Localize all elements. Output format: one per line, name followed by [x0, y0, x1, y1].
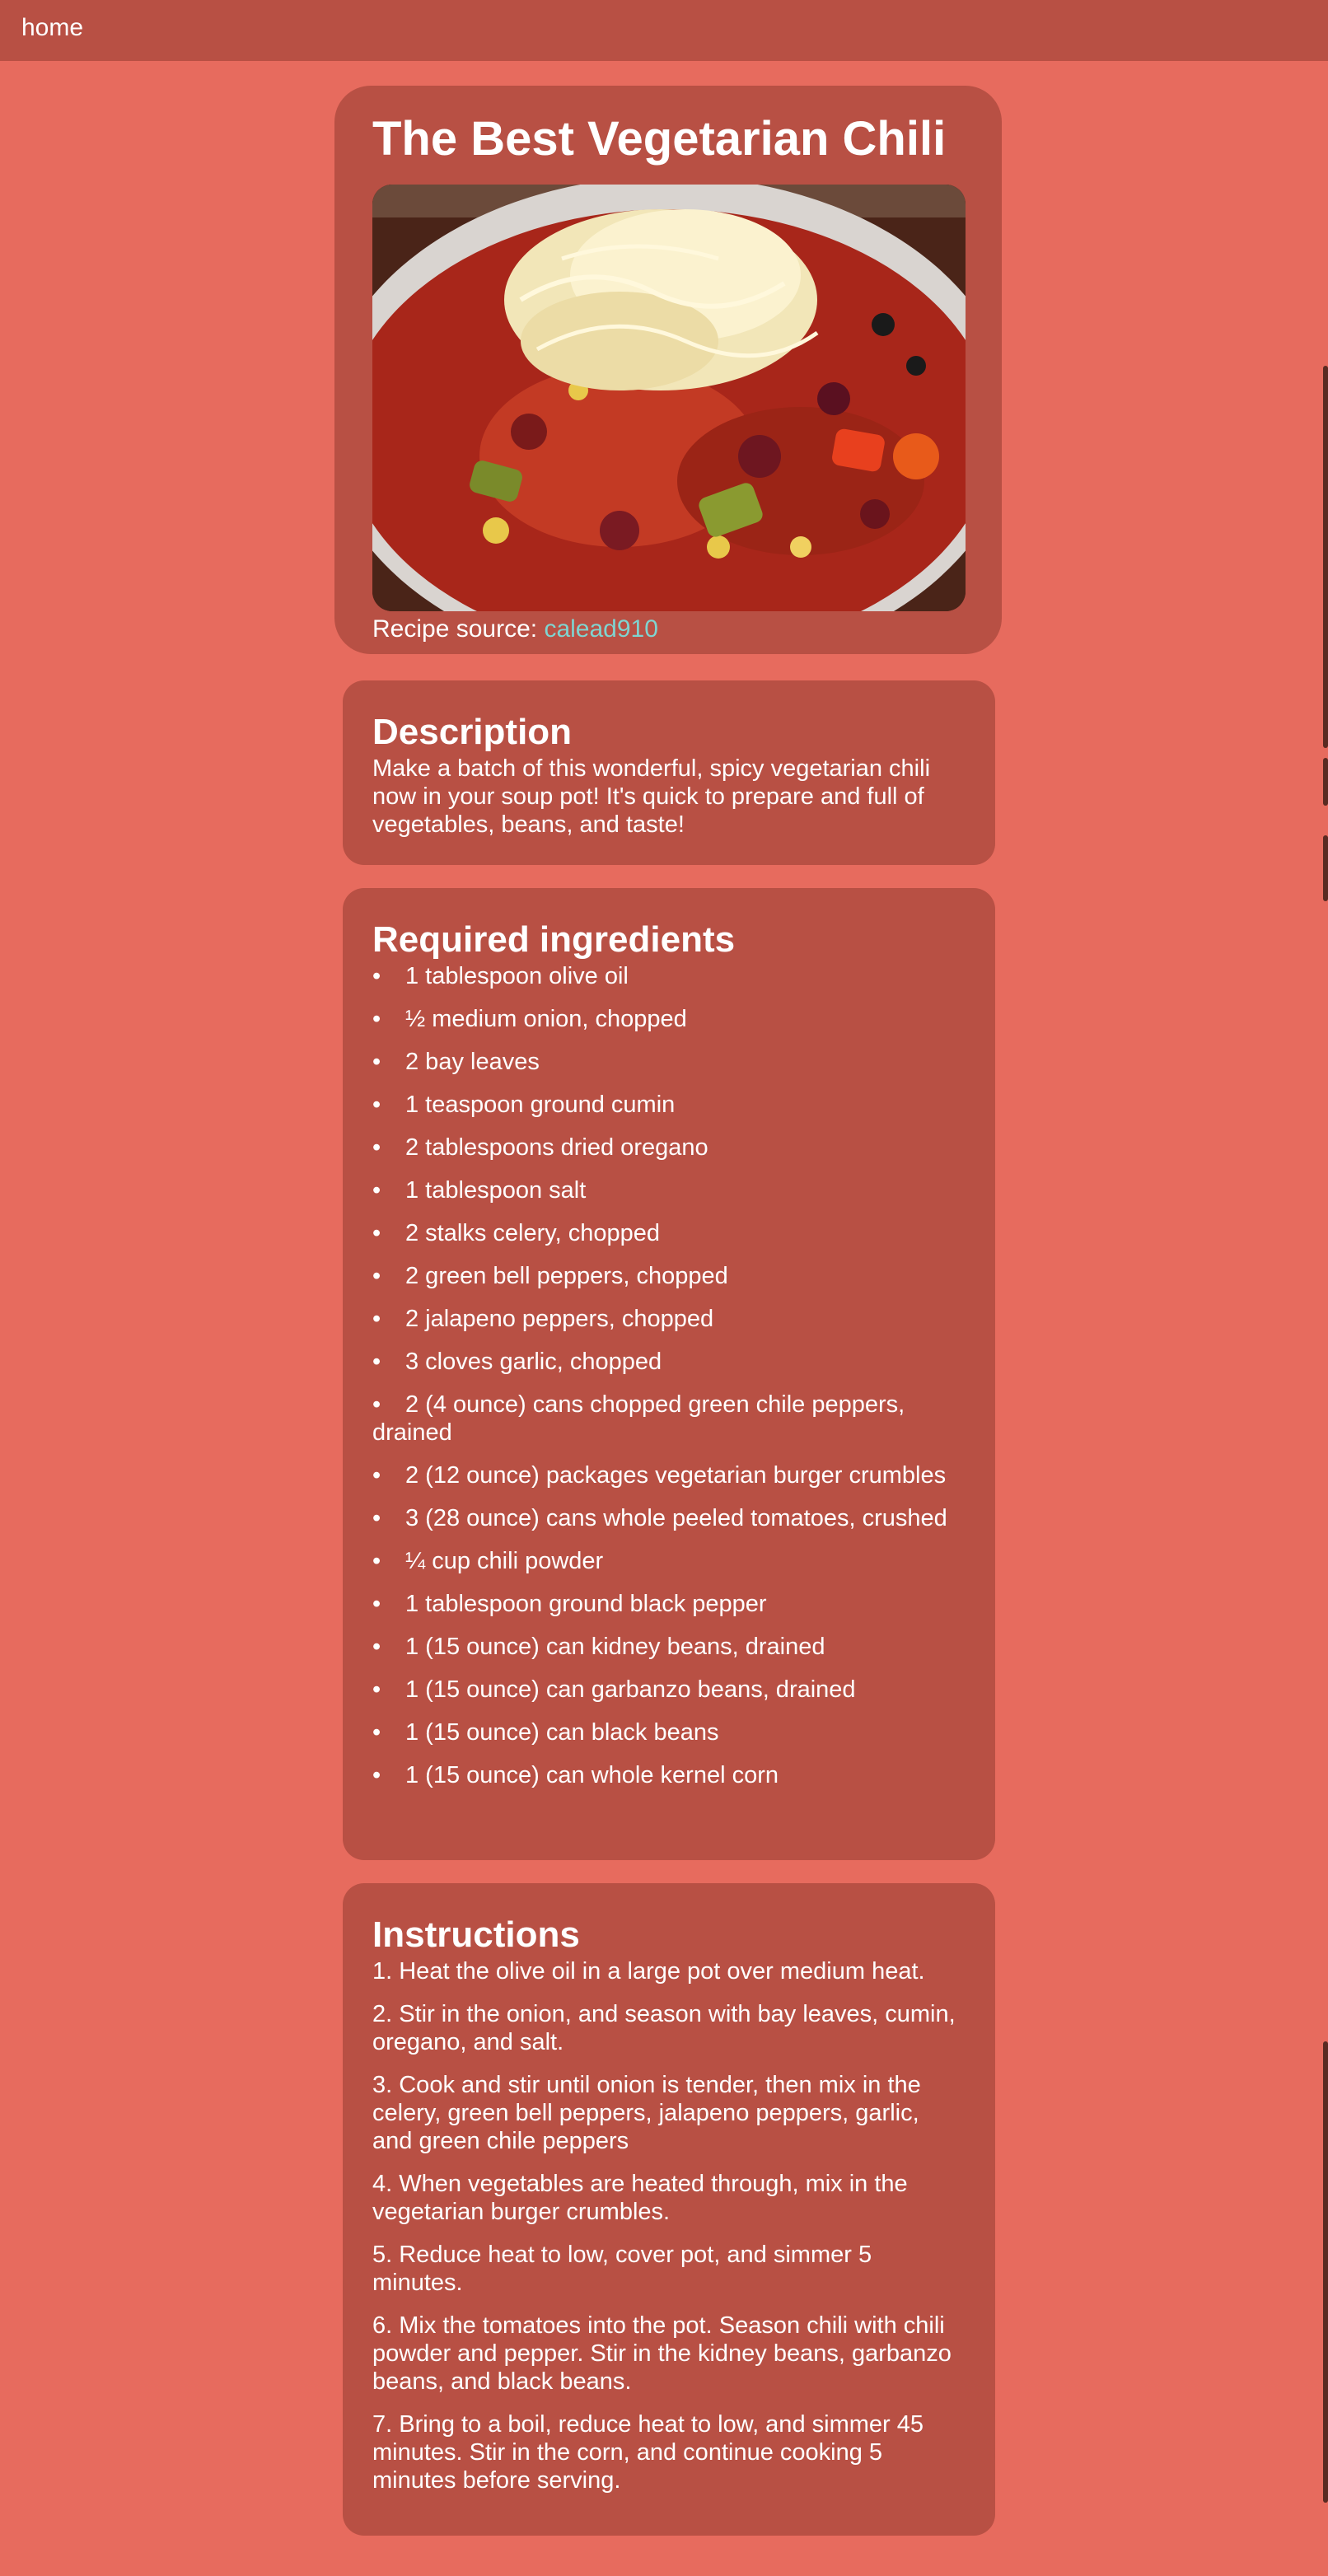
ingredient-text: 2 (12 ounce) packages vegetarian burger crumbles: [405, 1462, 947, 1489]
bullet-icon: •: [372, 1134, 381, 1161]
bullet-icon: •: [372, 1505, 381, 1531]
ingredient-item: [372, 1305, 966, 1333]
instruction-step: 2. Stir in the onion, and season with bay leaves, cumin, oregano, and salt.: [372, 2001, 956, 2055]
bullet-icon: •: [372, 1177, 381, 1204]
top-nav-bar: [0, 0, 1328, 61]
ingredient-item: [372, 1176, 966, 1204]
ingredient-text: 1 teaspoon ground cumin: [405, 1092, 676, 1118]
ingredient-text: 1 tablespoon olive oil: [405, 963, 629, 989]
instruction-step: 3. Cook and stir until onion is tender, then mix in the celery, green bell peppers, jalapeno peppers, garlic, and green chile peppers: [372, 2072, 921, 2154]
bullet-icon: •: [372, 1391, 381, 1418]
ingredient-text: 2 stalks celery, chopped: [405, 1220, 660, 1246]
instruction-step: 4. When vegetables are heated through, mix in the vegetarian burger crumbles.: [372, 2171, 908, 2225]
bullet-icon: •: [372, 1762, 381, 1788]
ingredient-text: 2 green bell peppers, chopped: [405, 1263, 728, 1289]
bullet-icon: •: [372, 1006, 381, 1032]
scrollbar-track-mark[interactable]: [1323, 366, 1328, 748]
ingredient-item: [372, 1219, 966, 1247]
description-card: [343, 680, 995, 865]
description-text: Make a batch of this wonderful, spicy vegetarian chili now in your soup pot! It's quick to prepare and full of vegetables, beans, and taste!: [372, 755, 931, 838]
ingredient-item: [372, 1761, 966, 1789]
bullet-icon: •: [372, 1548, 381, 1574]
recipe-title: The Best Vegetarian Chili: [372, 112, 947, 166]
ingredient-item: [372, 1504, 966, 1532]
ingredient-text: 1 (15 ounce) can garbanzo beans, drained: [405, 1676, 856, 1703]
ingredient-item: [372, 1048, 966, 1076]
instructions-heading: Instructions: [372, 1914, 580, 1955]
ingredient-text: 1 (15 ounce) can black beans: [405, 1719, 719, 1746]
ingredient-text: 3 (28 ounce) cans whole peeled tomatoes, crushed: [405, 1505, 947, 1531]
instruction-step: 6. Mix the tomatoes into the pot. Season chili with chili powder and pepper. Stir in the kidney beans, garbanzo beans, and black beans.: [372, 2312, 952, 2395]
bullet-icon: •: [372, 1263, 381, 1289]
scrollbar-track-mark[interactable]: [1323, 2041, 1328, 2503]
ingredient-text: ½ medium onion, chopped: [405, 1006, 687, 1032]
ingredient-item: [372, 1005, 966, 1033]
bullet-icon: •: [372, 1591, 381, 1617]
bullet-icon: •: [372, 1220, 381, 1246]
ingredient-text: 1 tablespoon ground black pepper: [405, 1591, 767, 1617]
instructions-list: [372, 1957, 966, 2494]
ingredients-card: [343, 888, 995, 1860]
ingredient-text: 1 tablespoon salt: [405, 1177, 587, 1204]
bullet-icon: •: [372, 1349, 381, 1375]
recipe-source-label: Recipe source:: [372, 615, 538, 643]
instruction-step: 1. Heat the olive oil in a large pot over medium heat.: [372, 1958, 925, 1985]
ingredients-heading: Required ingredients: [372, 919, 736, 960]
ingredient-text: 3 cloves garlic, chopped: [405, 1349, 662, 1375]
ingredient-item: [372, 1091, 966, 1119]
ingredient-item: [372, 1633, 966, 1661]
ingredient-text: 2 tablespoons dried oregano: [405, 1134, 708, 1161]
bullet-icon: •: [372, 1049, 381, 1075]
bullet-icon: •: [372, 1462, 381, 1489]
ingredient-text: 1 (15 ounce) can kidney beans, drained: [405, 1634, 825, 1660]
description-heading: Description: [372, 712, 573, 752]
ingredient-item: [372, 1718, 966, 1746]
ingredient-item: [372, 1134, 966, 1162]
bullet-icon: •: [372, 1676, 381, 1703]
ingredients-list: [372, 962, 966, 1789]
ingredient-text: ¼ cup chili powder: [405, 1548, 604, 1574]
ingredient-text: 2 bay leaves: [405, 1049, 540, 1075]
recipe-header-card: [334, 86, 1002, 654]
bullet-icon: •: [372, 1634, 381, 1660]
home-link[interactable]: home: [21, 14, 84, 41]
ingredient-item: [372, 1262, 966, 1290]
ingredient-item: [372, 1590, 966, 1618]
recipe-photo: [372, 185, 966, 611]
ingredient-item: [372, 962, 966, 990]
ingredient-item: [372, 1461, 966, 1489]
instruction-step: 7. Bring to a boil, reduce heat to low, and simmer 45 minutes. Stir in the corn, and continue cooking 5 minutes before serving.: [372, 2411, 924, 2494]
bullet-icon: •: [372, 963, 381, 989]
ingredient-text: 1 (15 ounce) can whole kernel corn: [405, 1762, 779, 1788]
ingredient-item: [372, 1391, 966, 1447]
recipe-source: [372, 613, 658, 646]
scrollbar-track-mark[interactable]: [1323, 758, 1328, 806]
ingredient-item: [372, 1676, 966, 1704]
bullet-icon: •: [372, 1719, 381, 1746]
instructions-card: [343, 1883, 995, 2536]
chili-bowl-photo: [372, 185, 966, 611]
bullet-icon: •: [372, 1092, 381, 1118]
ingredient-text: 2 (4 ounce) cans chopped green chile peppers, drained: [372, 1391, 905, 1446]
ingredient-item: [372, 1348, 966, 1376]
instruction-step: 5. Reduce heat to low, cover pot, and simmer 5 minutes.: [372, 2242, 872, 2296]
ingredient-text: 2 jalapeno peppers, chopped: [405, 1306, 714, 1332]
scrollbar-track-mark[interactable]: [1323, 835, 1328, 901]
ingredient-item: [372, 1547, 966, 1575]
recipe-author-link[interactable]: calead910: [544, 615, 658, 643]
bullet-icon: •: [372, 1306, 381, 1332]
